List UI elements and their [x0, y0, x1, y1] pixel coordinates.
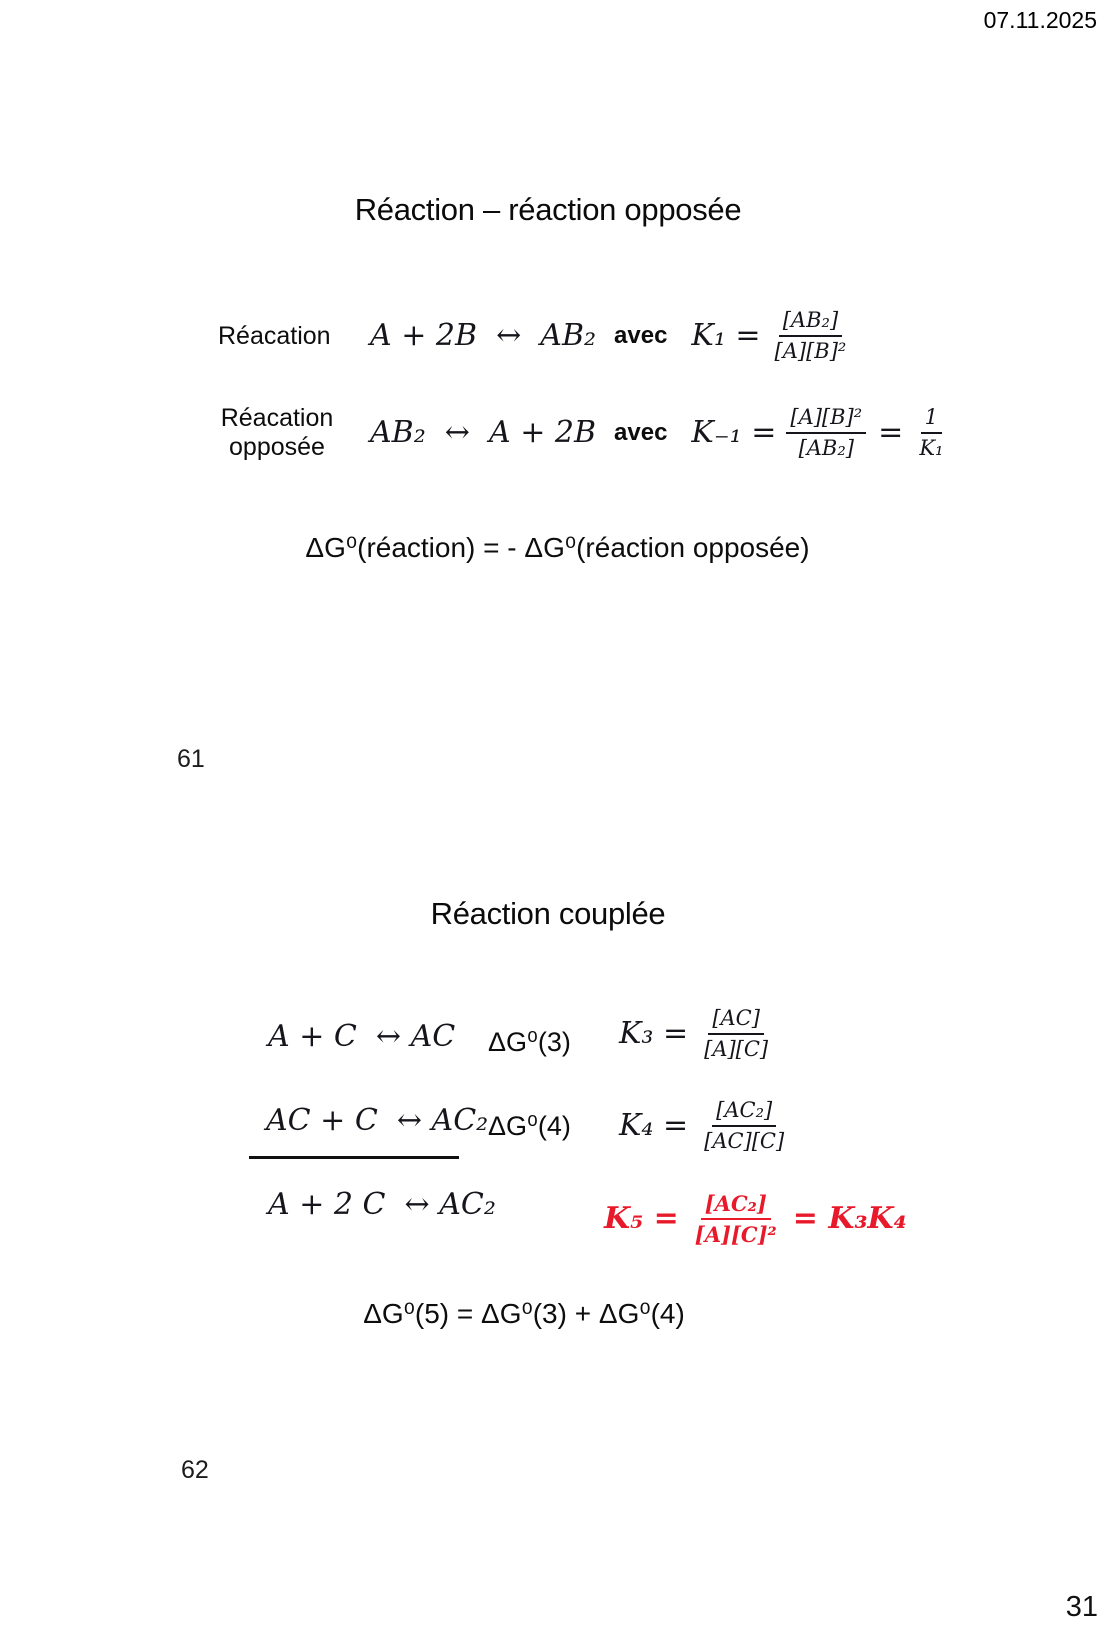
opposite-reaction-equation: AB₂ ↔ A + 2B	[370, 415, 597, 450]
slide2-title: Réaction couplée	[430, 896, 666, 931]
reciprocal-fraction	[915, 405, 947, 461]
k3-expression	[619, 998, 772, 1070]
label-line2: opposée	[229, 433, 325, 461]
opposite-reaction-row	[218, 388, 947, 478]
fraction-numerator: [AC₂]	[701, 1191, 771, 1220]
opposite-reaction-label	[218, 404, 336, 462]
reaction-row	[218, 292, 850, 380]
delta-g3-label: ΔG⁰(3)	[488, 1027, 571, 1057]
slide1-number: 61	[177, 745, 205, 773]
slide1-title: Réaction – réaction opposée	[354, 192, 742, 227]
k4-expression	[619, 1090, 788, 1162]
equals-sign: =	[878, 415, 904, 450]
delta-g-relation: ΔG⁰(réaction) = - ΔG⁰(réaction opposée)	[305, 532, 810, 563]
fraction-denominator: [AC][C]	[704, 1129, 785, 1153]
fraction-denominator: [A][C]	[704, 1037, 769, 1061]
fraction-denominator: [A][B]²	[774, 339, 847, 363]
k5-product-result: = K₃K₄	[792, 1201, 907, 1236]
fraction-numerator: [A][B]²	[786, 405, 866, 434]
k1-fraction	[771, 308, 851, 364]
label-line1: Réacation	[220, 404, 334, 433]
avec-label: avec	[614, 419, 668, 446]
summation-line	[249, 1156, 459, 1159]
slide2-number: 62	[181, 1456, 209, 1484]
reaction-equation: A + 2B ↔ AB₂	[370, 318, 597, 353]
k5-fraction	[691, 1191, 781, 1247]
reaction-label: Réacation	[218, 321, 331, 350]
fraction-denominator: K₁	[919, 436, 944, 460]
k-minus1-symbol: K₋₁ =	[691, 415, 777, 450]
reaction-equation: AC + C ↔ AC₂	[266, 1103, 489, 1138]
fraction-numerator: [AC]	[708, 1006, 764, 1035]
k4-fraction	[700, 1098, 788, 1154]
delta-g-sum-relation: ΔG⁰(5) = ΔG⁰(3) + ΔG⁰(4)	[363, 1298, 685, 1329]
delta-g4-label: ΔG⁰(4)	[488, 1111, 571, 1141]
fraction-denominator: [AB₂]	[798, 436, 854, 460]
fraction-numerator: [AB₂]	[779, 308, 842, 337]
fraction-numerator: [AC₂]	[712, 1098, 776, 1127]
page-number: 31	[1065, 1591, 1098, 1623]
reaction-equation: A + C ↔ AC	[268, 1019, 456, 1054]
k5-symbol: K₅ =	[604, 1201, 679, 1236]
avec-label: avec	[614, 322, 668, 349]
k3-symbol: K₃ =	[619, 1016, 689, 1051]
k1-symbol: K₁ =	[691, 318, 761, 353]
k5-expression	[604, 1183, 907, 1255]
fraction-numerator: 1	[921, 405, 942, 434]
net-reaction-equation: A + 2 C ↔ AC₂	[268, 1187, 496, 1222]
k4-symbol: K₄ =	[619, 1108, 689, 1143]
k-minus1-fraction	[786, 405, 866, 461]
k3-fraction	[700, 1006, 772, 1062]
page-date: 07.11.2025	[983, 7, 1097, 33]
fraction-denominator: [A][C]²	[694, 1222, 777, 1247]
